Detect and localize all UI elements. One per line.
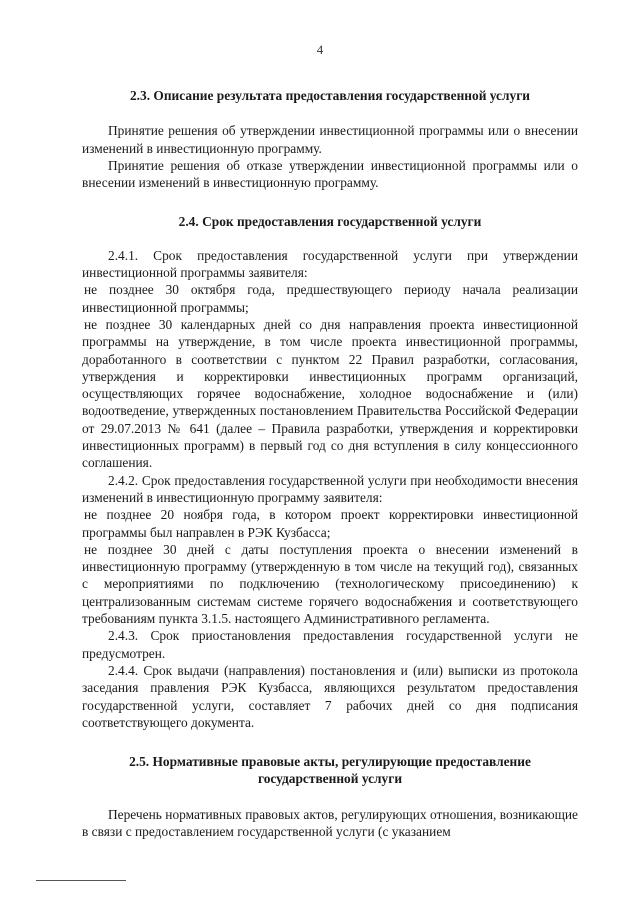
section-2-5-paragraph-1: Перечень нормативных правовых актов, регулирующих отношения, возникающие в связи с предоставлением государственной услуги (с указанием <box>82 806 578 839</box>
section-2-3-heading: 2.3. Описание результата предоставления государственной услуги <box>129 88 531 103</box>
section-2-5 <box>82 753 578 840</box>
page-number: 4 <box>316 42 324 57</box>
section-2-5-heading-line-2: государственной услуги <box>257 771 403 787</box>
clause-2-4-3: 2.4.3. Срок приостановления предоставления государственной услуги не предусмотрен. <box>82 628 578 661</box>
section-2-3-paragraph-2: Принятие решения об отказе утверждении инвестиционной программы или о внесении изменений в инвестиционную программу. <box>82 157 578 191</box>
document-body <box>82 87 578 840</box>
section-2-3-paragraph-1: Принятие решения об утверждении инвестиционной программы или о внесении изменений в инвестиционную программу. <box>82 123 578 156</box>
footnote-separator <box>36 880 126 881</box>
section-2-5-heading-line-1: 2.5. Нормативные правовые акты, регулирующие предоставление <box>129 754 531 770</box>
clause-2-4-1-deadline-2: не позднее 30 календарных дней со дня направления проекта инвестиционной программы на утверждение, в том числе проекта инвестиционной программы, доработанного в соответствии с пунктом 22 Правил разработки, согласования, утверждения и корректировки инвестиционных программ организаций, осуществляющих горячее водоснабжение, холодное водоснабжение и (или) водоотведение, утвержденных постановлением Правительства Российской Федерации от 29.07.2013 № 641 (далее – Правила разработки, утверждения и корректировки инвестиционных программ) в первый год со дня вступления в силу концессионного соглашения. <box>82 316 578 471</box>
clause-2-4-2-deadline-2: не позднее 30 дней с даты поступления проекта о внесении изменений в инвестиционную программу (утвержденную в том числе на текущий год), связанных с мероприятиями по подключению (технологическому присоединению) к централизованным системам системе горячего водоснабжения и соответствующего требованиям пункта 3.1.5. настоящего Административного регламента. <box>82 541 578 627</box>
clause-2-4-2: 2.4.2. Срок предоставления государственной услуги при необходимости внесения изменений в инвестиционную программу заявителя: <box>82 472 578 505</box>
section-2-4 <box>82 213 578 731</box>
clause-2-4-4: 2.4.4. Срок выдачи (направления) постановления и (или) выписки из протокола заседания правления РЭК Кузбасса, являющихся результатом предоставления государственной услуги, составляет 7 рабочих дней со дня подписания соответствующего документа. <box>82 662 578 730</box>
clause-2-4-2-deadline-1: не позднее 20 ноября года, в котором проект корректировки инвестиционной программы был направлен в РЭК Кузбасса; <box>82 507 578 540</box>
clause-2-4-1: 2.4.1. Срок предоставления государственной услуги при утверждении инвестиционной программы заявителя: <box>82 247 578 281</box>
section-2-5-heading <box>82 753 578 788</box>
clause-2-4-1-deadline-1: не позднее 30 октября года, предшествующего периоду начала реализации инвестиционной программы; <box>82 282 578 315</box>
section-2-4-heading: 2.4. Срок предоставления государственной услуги <box>178 214 482 230</box>
section-2-3 <box>82 87 578 191</box>
